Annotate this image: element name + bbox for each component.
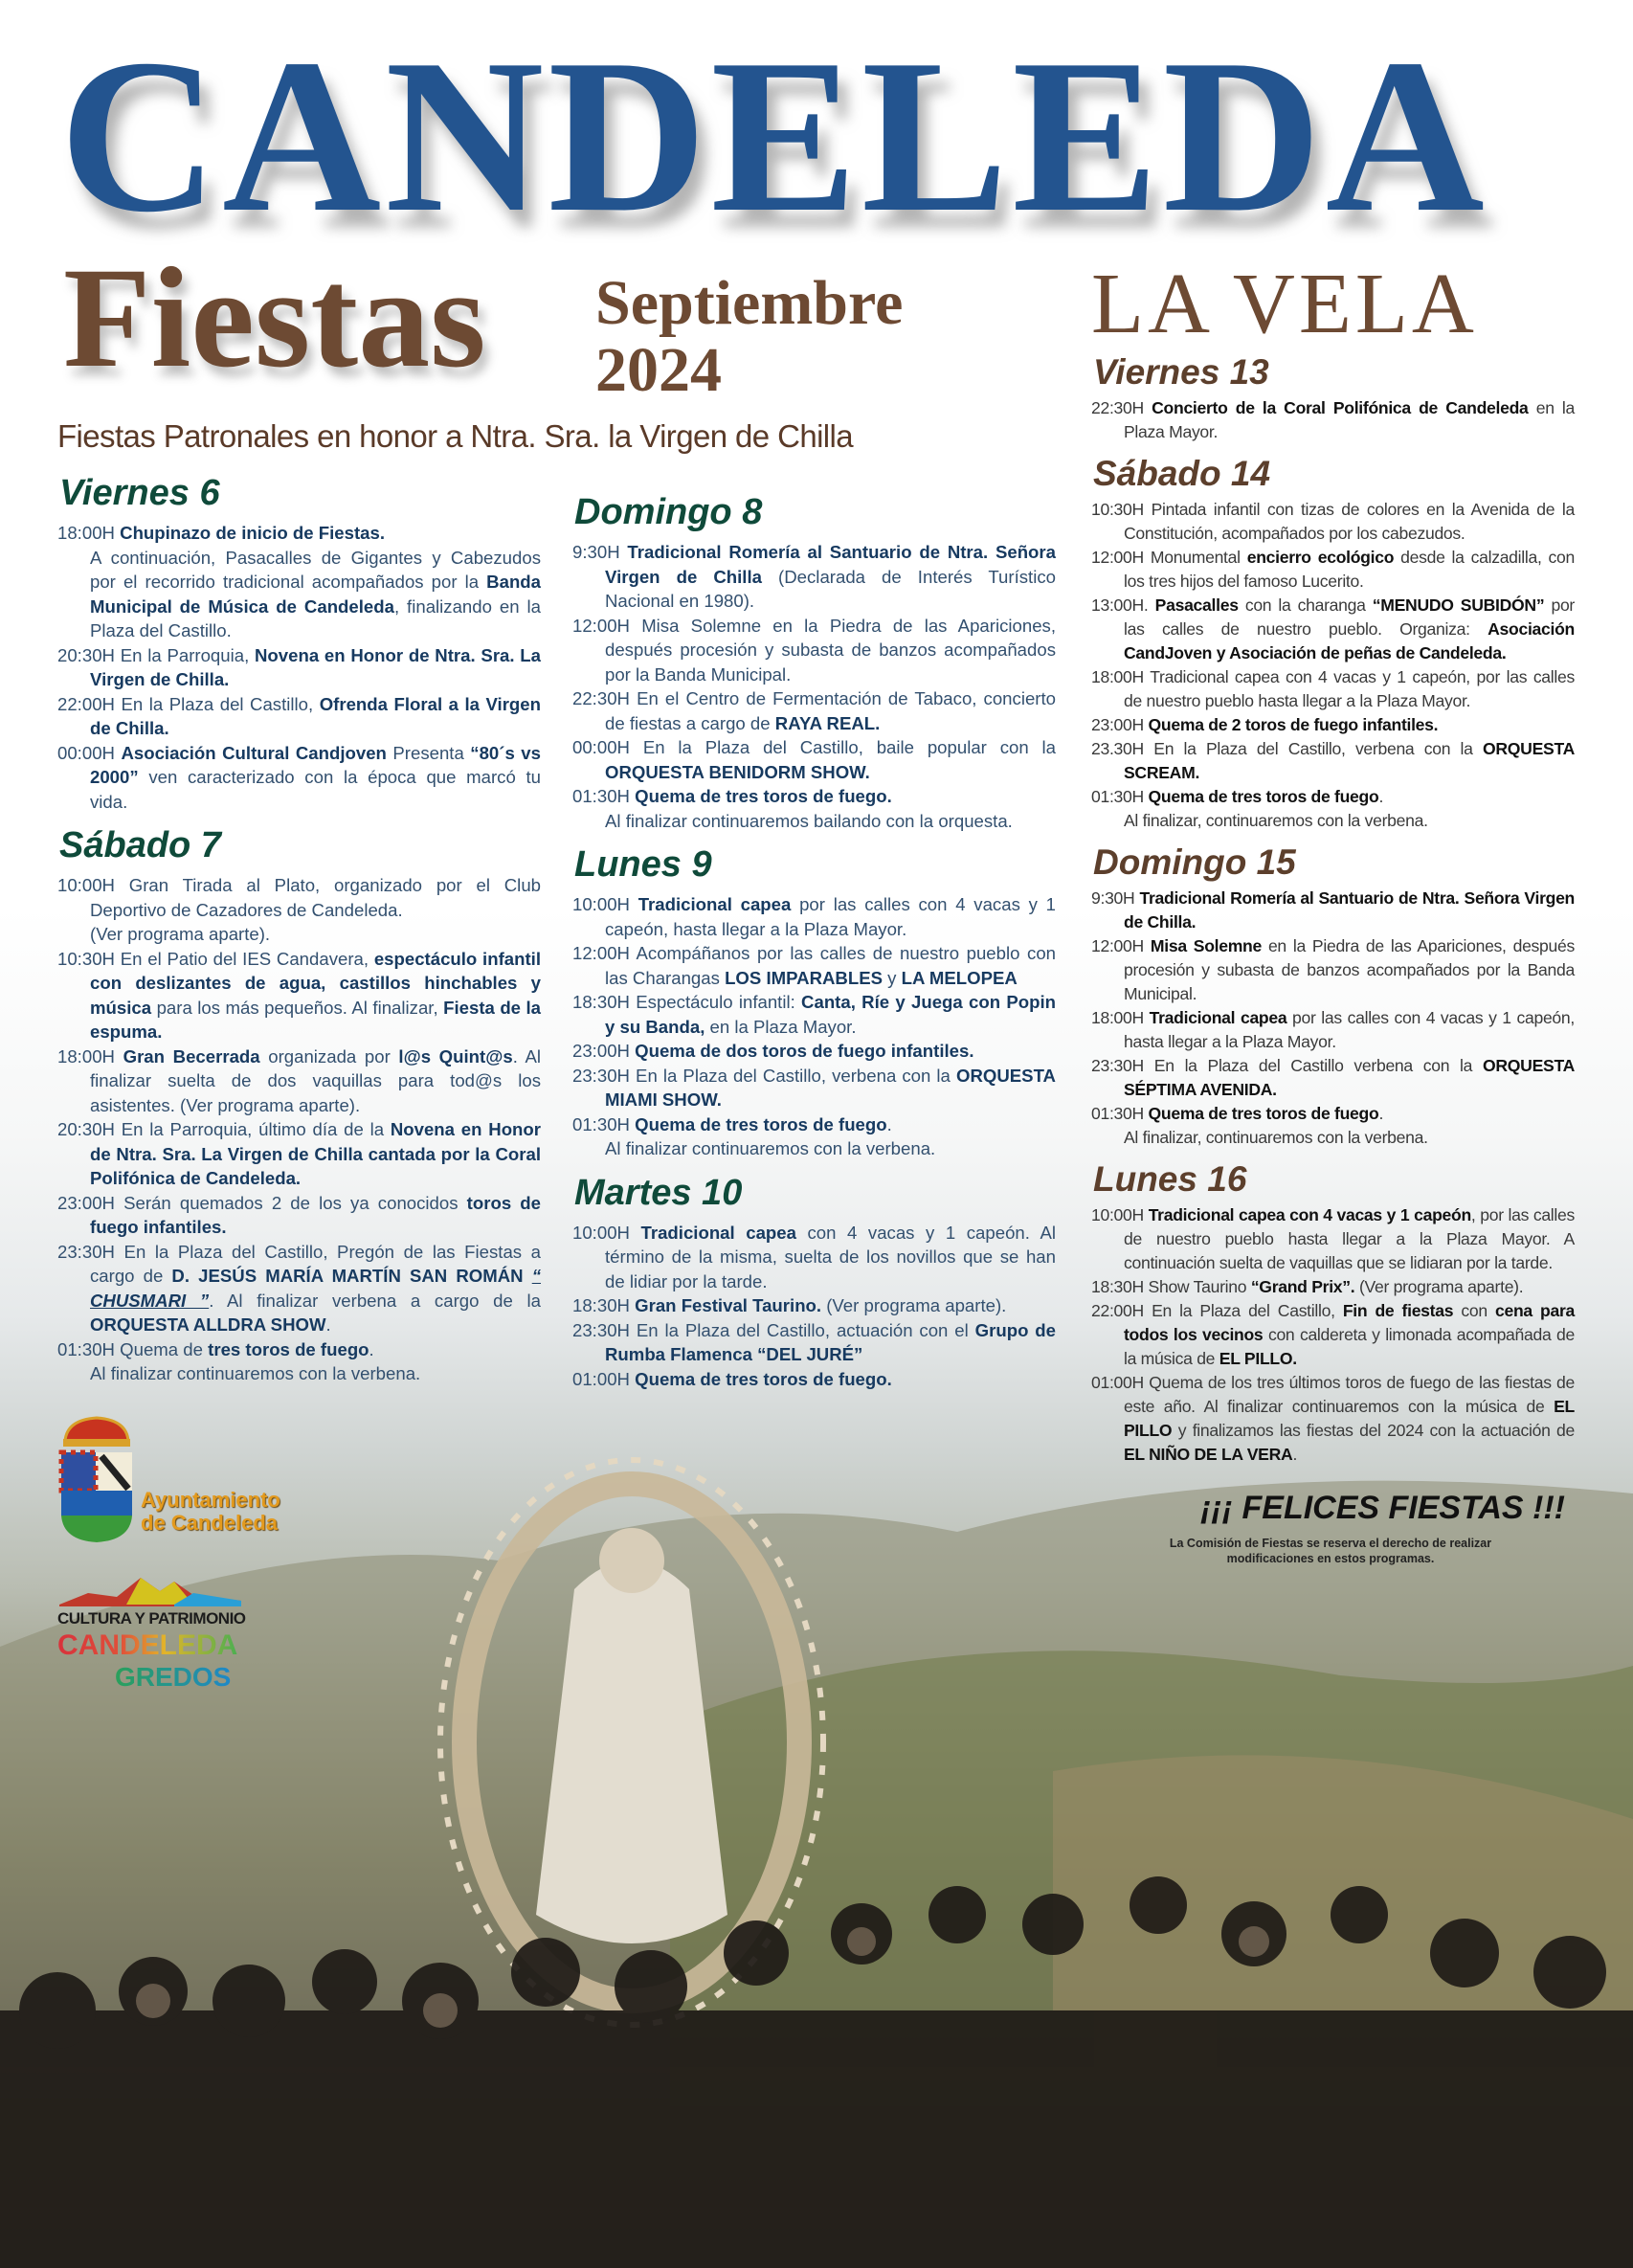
event-text: A continuación, Pasacalles de Gigantes y Cabezudos por el recorrido tradicional acompañados por la: [90, 547, 541, 592]
event-note: [1091, 809, 1575, 833]
event-text: .: [1292, 1445, 1298, 1464]
event-highlight: RAYA REAL.: [774, 712, 881, 733]
event-highlight: Tradicional Romería al Santuario de Ntra. Señora Virgen de Chilla.: [1124, 888, 1575, 932]
event-time: 9:30H: [572, 542, 620, 562]
event-highlight: ORQUESTA SÉPTIMA AVENIDA.: [1124, 1056, 1575, 1099]
event-time: 18:30H: [1091, 1277, 1144, 1296]
day-block: [572, 1171, 1056, 1392]
event-highlight: Quema de 2 toros de fuego infantiles.: [1148, 715, 1439, 734]
event-item: [57, 741, 541, 815]
event-time: 01:30H: [1091, 1104, 1144, 1123]
event-text: En el Centro de Fermentación de Tabaco, concierto de fiestas a cargo de: [605, 688, 1056, 733]
event-time: 22:30H: [572, 688, 630, 708]
event-highlight: Tradicional capea: [638, 894, 792, 914]
event-text: Quema de: [120, 1338, 209, 1359]
event-text: Acompáñanos por las calles de nuestro pueblo con las Charangas: [605, 943, 1057, 988]
mountains-logo-icon: [59, 1572, 241, 1606]
event-highlight: Banda Municipal de Música de Candeleda: [90, 572, 541, 617]
section-title: LA VELA: [1091, 257, 1478, 351]
event-text: . Al finalizar verbena a cargo de la: [209, 1290, 541, 1311]
fiestas-title: Fiestas: [63, 238, 486, 397]
event-item: [1091, 713, 1575, 737]
event-time: 18:30H: [572, 992, 630, 1012]
event-text: Al finalizar continuaremos con la verbena.: [605, 1138, 936, 1158]
event-highlight: LOS IMPARABLES: [725, 967, 884, 988]
event-highlight: Quema de tres toros de fuego: [635, 1113, 887, 1134]
felices-fiestas: ¡¡¡ FELICES FIESTAS !!!: [1200, 1490, 1565, 1526]
event-text: Gran Tirada al Plato, organizado por el Club Deportivo de Cazadores de Candeleda.: [90, 875, 541, 920]
event-highlight: Asociación CandJoven y Asociación de peñas de Candeleda.: [1124, 619, 1575, 662]
event-time: 12:00H: [1091, 936, 1144, 955]
day-title: Viernes 13: [1093, 352, 1269, 392]
event-item: [572, 686, 1056, 735]
event-text: .: [1378, 1104, 1384, 1123]
event-item: [572, 614, 1056, 687]
event-highlight: Misa Solemne: [1150, 936, 1262, 955]
event-highlight: Fin de fiestas: [1342, 1301, 1454, 1320]
event-highlight: D. JESÚS MARÍA MARTÍN SAN ROMÁN: [171, 1266, 524, 1286]
event-item: [57, 1240, 541, 1337]
event-time: 23:00H: [57, 1192, 115, 1213]
event-text: En la Plaza del Castillo,: [121, 693, 320, 714]
event-time: 01:30H: [1091, 787, 1144, 806]
day-block: [1091, 1159, 1575, 1467]
event-time: 12:00H: [572, 615, 630, 636]
year: 2024: [595, 335, 722, 405]
event-highlight: Tradicional capea con 4 vacas y 1 capeón: [1148, 1205, 1471, 1224]
event-text: En la Parroquia,: [120, 644, 255, 665]
day-block: [572, 490, 1056, 833]
event-text: por las calles con 4 vacas y 1 capeón, hasta llegar a la Plaza Mayor.: [605, 894, 1056, 939]
event-time: 23:00H: [572, 1041, 630, 1061]
program-column-3-days: [1091, 352, 1575, 1467]
event-highlight: ORQUESTA SCREAM.: [1124, 739, 1575, 782]
event-time: 01:00H: [572, 1368, 630, 1389]
event-text: Serán quemados 2 de los ya conocidos: [123, 1192, 467, 1213]
ayuntamiento-line2: de Candeleda: [141, 1511, 279, 1535]
event-item: [572, 1039, 1056, 1064]
event-item: [572, 784, 1056, 809]
event-text: Al finalizar continuaremos bailando con la orquesta.: [605, 810, 1013, 831]
event-text: Al finalizar continuaremos con la verbena.: [90, 1363, 421, 1383]
event-highlight: “Grand Prix”.: [1250, 1277, 1355, 1296]
disclaimer: La Comisión de Fiestas se reserva el derecho de realizar modificaciones en estos programas.: [1169, 1537, 1492, 1565]
event-time: 20:30H: [57, 644, 115, 665]
event-text: con caldereta y limonada acompañada de la música de: [1124, 1325, 1575, 1368]
coat-of-arms-icon: [57, 1412, 136, 1546]
event-item: [1091, 785, 1575, 809]
day-block: [1091, 842, 1575, 1150]
event-text: En la Plaza del Castillo, verbena con la: [636, 1065, 956, 1086]
event-text: Quema de los tres últimos toros de fuego de las fiestas de este año. Al finalizar continuaremos con la música de: [1124, 1373, 1576, 1416]
event-item: [1091, 737, 1575, 785]
event-text: , por las calles de nuestro pueblo hasta llegar a la Plaza Mayor. A continuación suelta de vaquillas que se lidiaran por la tarde.: [1124, 1205, 1575, 1272]
event-item: [572, 1318, 1056, 1367]
cultura-logo-text: CULTURA Y PATRIMONIO: [57, 1609, 246, 1628]
event-highlight: Ofrenda Floral a la Virgen de Chilla.: [90, 693, 541, 738]
event-item: [57, 1337, 541, 1362]
event-text: y finalizamos las fiestas del 2024 con la actuación de: [1172, 1421, 1575, 1440]
event-highlight: Chupinazo de inicio de Fiestas.: [120, 523, 386, 543]
event-highlight: EL NIÑO DE LA VERA: [1124, 1445, 1293, 1464]
day-block: [1091, 454, 1575, 833]
event-text: en la Plaza Mayor.: [705, 1016, 857, 1037]
event-item: [1091, 934, 1575, 1006]
event-text: .: [886, 1113, 892, 1134]
event-note: [57, 1361, 541, 1386]
event-time: 20:30H: [57, 1119, 115, 1139]
event-item: [57, 643, 541, 692]
event-time: 10:30H: [1091, 500, 1144, 519]
event-time: 23:30H: [572, 1319, 630, 1340]
ayuntamiento-line1: Ayuntamiento: [141, 1488, 280, 1512]
event-item: [1091, 887, 1575, 934]
event-time: 23:30H: [1091, 1056, 1144, 1075]
event-highlight: encierro ecológico: [1246, 548, 1395, 567]
event-text: .: [1378, 787, 1384, 806]
event-item: [1091, 1371, 1575, 1467]
event-text: por las calles con 4 vacas y 1 capeón, hasta llegar a la Plaza Mayor.: [1124, 1008, 1575, 1051]
event-highlight: “80´s vs 2000”: [90, 742, 541, 787]
event-text: para los más pequeños. Al finalizar,: [151, 997, 444, 1018]
event-text: organizada por: [259, 1045, 399, 1067]
event-note: [572, 809, 1056, 834]
event-time: 9:30H: [1091, 888, 1135, 908]
event-text: (Ver programa aparte).: [1354, 1277, 1524, 1296]
event-text: En la Plaza del Castillo, Pregón de las Fiestas a cargo de: [90, 1241, 542, 1286]
event-note: [1091, 1126, 1575, 1150]
event-text: [524, 1266, 532, 1286]
event-item: [572, 1293, 1056, 1318]
event-text: En la Plaza del Castillo, verbena con la: [1153, 739, 1483, 758]
month: Septiembre: [595, 268, 904, 338]
event-item: [572, 540, 1056, 614]
event-item: [57, 947, 541, 1044]
gredos-logo-text: GREDOS: [115, 1662, 232, 1692]
event-item: [57, 1117, 541, 1191]
event-time: 22:30H: [1091, 398, 1144, 417]
event-time: 01:30H: [572, 1113, 630, 1134]
event-text: Al finalizar, continuaremos con la verbena.: [1124, 1128, 1428, 1147]
ayuntamiento-logo-text: [141, 1489, 280, 1535]
event-time: 18:00H: [1091, 1008, 1144, 1027]
event-highlight: cena para todos los vecinos: [1124, 1301, 1575, 1344]
event-item: [1091, 1102, 1575, 1126]
event-item: [572, 1221, 1056, 1294]
event-text: en la Plaza Mayor.: [1124, 398, 1575, 441]
day-block: [57, 823, 541, 1386]
event-time: 12:00H: [1091, 548, 1144, 567]
event-highlight: EL PILLO.: [1219, 1349, 1297, 1368]
event-time: 10:00H: [572, 1222, 630, 1243]
event-highlight: ORQUESTA BENIDORM SHOW.: [605, 761, 870, 782]
event-highlight: Quema de tres toros de fuego.: [635, 786, 892, 806]
event-text: Al finalizar, continuaremos con la verbena.: [1124, 811, 1428, 830]
event-item: [572, 1064, 1056, 1112]
subtitle: Fiestas Patronales en honor a Ntra. Sra. la Virgen de Chilla: [57, 418, 854, 454]
event-text: En la Plaza del Castillo, actuación con el: [636, 1319, 975, 1340]
event-item: [57, 521, 541, 546]
day-title: Sábado 7: [59, 825, 221, 865]
event-item: [1091, 594, 1575, 665]
event-time: 23.30H: [1091, 739, 1144, 758]
event-time: 22:00H: [57, 693, 115, 714]
event-highlight: Quema de tres toros de fuego: [1148, 1104, 1379, 1123]
event-item: [1091, 1054, 1575, 1102]
event-text: .: [369, 1338, 374, 1359]
event-text: En la Plaza del Castillo,: [1152, 1301, 1343, 1320]
event-highlight: ORQUESTA MIAMI SHOW.: [605, 1065, 1056, 1110]
event-time: 18:00H: [57, 1045, 115, 1067]
event-time: 10:00H: [57, 875, 115, 895]
day-block: [572, 842, 1056, 1161]
event-item: [572, 990, 1056, 1039]
event-time: 23:30H: [572, 1065, 630, 1086]
event-highlight: Pasacalles: [1154, 595, 1239, 615]
event-time: 23:00H: [1091, 715, 1144, 734]
day-title: Lunes 16: [1093, 1159, 1247, 1199]
day-title: Lunes 9: [574, 844, 712, 885]
event-time: 22:00H: [1091, 1301, 1144, 1320]
event-highlight: Concierto de la Coral Polifónica de Candeleda: [1152, 398, 1529, 417]
event-item: [1091, 665, 1575, 713]
event-highlight: LA MELOPEA: [901, 967, 1018, 988]
event-item: [1091, 498, 1575, 546]
day-block: [57, 471, 541, 814]
event-highlight: Tradicional capea: [1149, 1008, 1287, 1027]
event-text: . Al finalizar suelta de dos vaquillas para tod@s los asistentes. (Ver programa aparte).: [90, 1045, 541, 1115]
event-text: desde la calzadilla, con los tres hijos del famoso Lucerito.: [1124, 548, 1576, 591]
event-highlight: Tradicional Romería al Santuario de Ntra. Señora Virgen de Chilla: [605, 542, 1056, 587]
event-highlight: Novena en Honor de Ntra. Sra. La Virgen de Chilla.: [90, 644, 542, 689]
event-time: 01:30H: [572, 786, 630, 806]
event-item: [572, 1367, 1056, 1392]
event-text: Monumental: [1150, 548, 1247, 567]
event-time: 10:00H: [1091, 1205, 1144, 1224]
event-time: 23:30H: [57, 1241, 115, 1262]
event-item: [57, 692, 541, 741]
event-text: Espectáculo infantil:: [636, 992, 802, 1012]
event-highlight: l@s Quint@s: [398, 1045, 513, 1067]
event-text: Pintada infantil con tizas de colores en la Avenida de la Constitución, acompañados por los cabezudos.: [1124, 500, 1575, 543]
closing-block: [1091, 1488, 1575, 1566]
day-title: Domingo 15: [1093, 842, 1296, 882]
event-text: (Ver programa aparte).: [90, 924, 271, 944]
event-text: ven caracterizado con la época que marcó tu vida.: [90, 767, 541, 812]
event-highlight: Quema de tres toros de fuego: [1148, 787, 1379, 806]
event-text: En la Plaza del Castillo verbena con la: [1153, 1056, 1483, 1075]
event-text: .: [325, 1314, 331, 1335]
event-highlight: Gran Becerrada: [123, 1045, 260, 1067]
event-highlight: Canta, Ríe y Juega con Popin y su Banda,: [605, 992, 1056, 1037]
event-item: [572, 1112, 1056, 1137]
event-item: [57, 1044, 541, 1118]
event-text: por las calles de nuestro pueblo. Organiza:: [1124, 595, 1575, 639]
event-time: 00:00H: [57, 742, 115, 763]
program-column-2: [572, 486, 1056, 1401]
event-text: , finalizando en la Plaza del Castillo.: [90, 595, 541, 640]
event-time: 10:30H: [57, 948, 115, 969]
event-note: [572, 1136, 1056, 1161]
event-text: con 4 vacas y 1 capeón. Al término de la misma, suelta de los novillos que se han de lidiar por la tarde.: [605, 1222, 1056, 1291]
event-highlight: Fiesta de la espuma.: [90, 997, 542, 1042]
event-item: [1091, 546, 1575, 594]
event-item: [572, 941, 1056, 990]
day-title: Sábado 14: [1093, 454, 1271, 493]
event-item: [1091, 1203, 1575, 1275]
event-item: [1091, 396, 1575, 444]
event-text: En el Patio del IES Candavera,: [120, 948, 374, 969]
event-time: 10:00H: [572, 894, 630, 914]
event-note: [57, 922, 541, 947]
town-title: CANDELEDA: [59, 13, 1488, 258]
day-block: [1091, 352, 1575, 444]
event-text: y: [883, 967, 902, 988]
event-text: en la Piedra de las Apariciones, después procesión y subasta de banzos acompañados por la Banda Municipal.: [1124, 936, 1576, 1003]
event-highlight: EL PILLO: [1124, 1397, 1575, 1440]
event-time: 18:30H: [572, 1295, 630, 1315]
date-block: [595, 270, 903, 404]
event-text: Show Taurino: [1148, 1277, 1251, 1296]
event-highlight: Novena en Honor de Ntra. Sra. La Virgen de Chilla cantada por la Coral Polifónica de Candeleda.: [90, 1119, 542, 1188]
event-highlight: “MENUDO SUBIDÓN”: [1372, 595, 1545, 615]
event-text: En la Parroquia, último día de la: [121, 1119, 391, 1139]
event-time: 18:00H: [1091, 667, 1144, 686]
event-highlight: Quema de dos toros de fuego infantiles.: [635, 1041, 974, 1061]
event-time: 13:00H.: [1091, 595, 1149, 615]
event-highlight: Quema de tres toros de fuego.: [635, 1368, 892, 1389]
event-time: 12:00H: [572, 943, 630, 963]
event-item: [1091, 1006, 1575, 1054]
event-highlight: tres toros de fuego: [208, 1338, 369, 1359]
event-highlight: Gran Festival Taurino.: [635, 1295, 822, 1315]
day-title: Martes 10: [574, 1172, 743, 1213]
event-time: 18:00H: [57, 523, 115, 543]
event-highlight: toros de fuego infantiles.: [90, 1192, 541, 1237]
event-item: [57, 873, 541, 922]
event-text: Misa Solemne en la Piedra de las Apariciones, después procesión y subasta de banzos acompañados por la Banda Municipal.: [605, 615, 1056, 685]
event-text: Tradicional capea con 4 vacas y 1 capeón, por las calles de nuestro pueblo hasta llegar a la Plaza Mayor.: [1124, 667, 1575, 710]
event-highlight: “ CHUSMARI ”: [90, 1266, 542, 1311]
event-text: (Ver programa aparte).: [821, 1295, 1007, 1315]
program-column-1: [57, 467, 541, 1396]
program-column-3: [1091, 350, 1575, 1566]
event-time: 00:00H: [572, 737, 630, 757]
event-text: En la Plaza del Castillo, baile popular con la: [642, 737, 1056, 757]
candeleda-logo-text: CANDELEDA: [57, 1629, 238, 1661]
day-title: Viernes 6: [59, 473, 220, 513]
event-time: 01:30H: [57, 1338, 115, 1359]
event-time: 01:00H: [1091, 1373, 1144, 1392]
event-note: [57, 546, 541, 643]
event-item: [1091, 1299, 1575, 1371]
event-text: (Declarada de Interés Turístico Nacional en 1980).: [605, 566, 1056, 611]
event-item: [1091, 1275, 1575, 1299]
day-title: Domingo 8: [574, 492, 763, 532]
event-highlight: ORQUESTA ALLDRA SHOW: [90, 1314, 326, 1335]
event-item: [57, 1191, 541, 1240]
event-text: con: [1453, 1301, 1495, 1320]
event-highlight: Tradicional capea: [640, 1222, 796, 1243]
event-highlight: Asociación Cultural Candjoven: [121, 742, 387, 763]
event-text: Presenta: [386, 742, 471, 763]
event-text: con la charanga: [1238, 595, 1373, 615]
event-highlight: espectáculo infantil con deslizantes de agua, castillos hinchables y música: [90, 948, 541, 1018]
event-item: [572, 892, 1056, 941]
event-highlight: Grupo de Rumba Flamenca “DEL JURÉ”: [605, 1319, 1057, 1364]
event-item: [572, 735, 1056, 784]
